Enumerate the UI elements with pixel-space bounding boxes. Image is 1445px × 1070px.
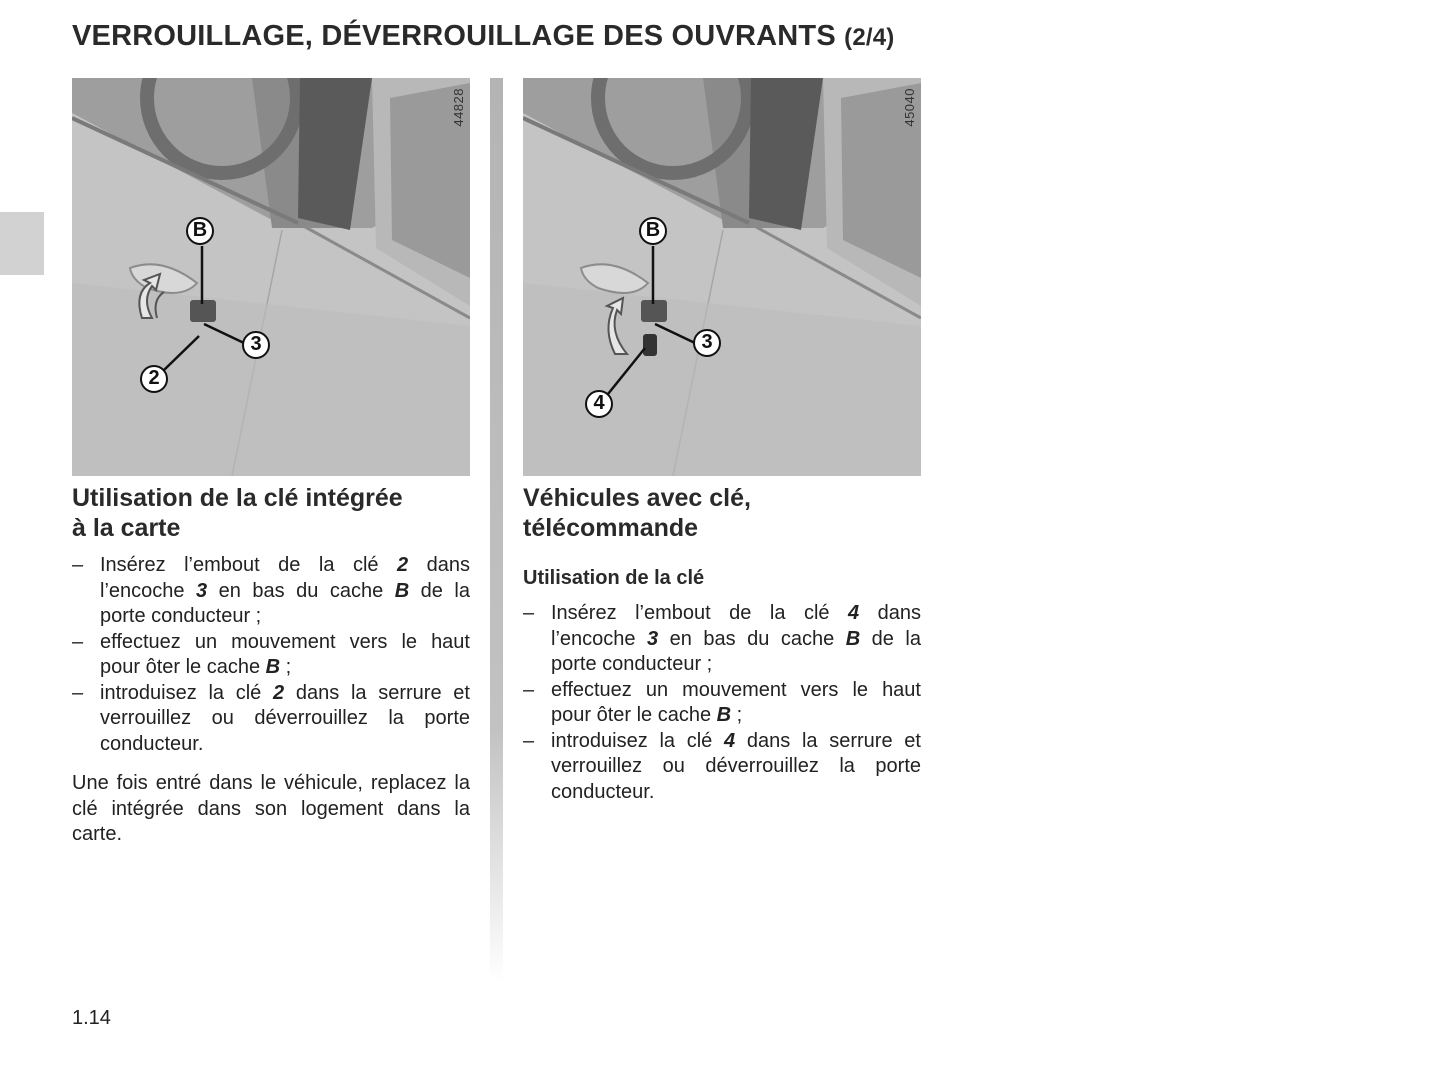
cover-letter: B: [394, 579, 410, 602]
instruction-list: [523, 601, 921, 805]
step-text: dans l’encoche: [551, 602, 921, 650]
door-illustration-right: [523, 78, 921, 476]
step-text: en bas du cache: [207, 579, 395, 602]
cover-letter: B: [716, 704, 732, 726]
figure-left-door-handle: [72, 78, 470, 476]
key-number: 4: [724, 729, 736, 752]
section-heading: [523, 483, 921, 543]
section-heading-line2: télécommande: [523, 514, 699, 542]
page-title-text: VERROUILLAGE, DÉVERROUILLAGE DES OUVRANTS: [72, 20, 836, 52]
callout-b: B: [186, 217, 214, 245]
left-section: [72, 483, 470, 848]
section-heading-line1: Véhicules avec clé,: [523, 484, 751, 512]
step-text: de la porte conducteur ;: [551, 627, 921, 675]
callout-4: 4: [585, 390, 613, 418]
step-text: introduisez la clé: [100, 681, 274, 704]
page-title: [72, 20, 895, 53]
step-text: dans l’encoche: [100, 554, 470, 602]
key-number: 4: [848, 602, 860, 624]
key-number: 2: [397, 554, 409, 576]
callout-b: B: [639, 217, 667, 245]
instruction-step: [523, 678, 921, 729]
instruction-step: [72, 630, 470, 681]
step-text: Insérez l’embout de la clé: [100, 554, 398, 576]
callout-3: 3: [693, 329, 721, 357]
step-text: ;: [280, 656, 292, 678]
right-section: [523, 483, 921, 805]
section-heading-line2: à la carte: [72, 514, 181, 542]
instruction-step: [523, 729, 921, 806]
page-title-suffix: (2/4): [844, 24, 895, 51]
figure-right-door-handle: [523, 78, 921, 476]
step-text: effectuez un mouvement vers le haut pour ôter le cache: [551, 678, 921, 726]
notch-number: 3: [196, 579, 208, 602]
step-text: effectuez un mouvement vers le haut pour ôter le cache: [100, 630, 470, 678]
page-number: 1.14: [72, 1007, 111, 1029]
cover-letter: B: [265, 656, 281, 678]
callout-2: 2: [140, 365, 168, 393]
door-illustration-left: [72, 78, 470, 476]
instruction-step: [72, 553, 470, 630]
instruction-step: [523, 601, 921, 678]
step-text: dans la serrure et verrouillez ou déverrouillez la porte conducteur.: [100, 681, 470, 755]
subsection-heading: Utilisation de la clé: [523, 567, 705, 589]
step-text: Insérez l’embout de la clé: [551, 602, 849, 624]
instruction-step: [72, 681, 470, 758]
notch-number: 3: [647, 627, 659, 650]
step-text: de la porte conducteur ;: [100, 579, 470, 627]
section-tab: [0, 212, 44, 275]
key-number: 2: [273, 681, 285, 704]
section-heading-line1: Utilisation de la clé intégrée: [72, 484, 403, 512]
note-paragraph: Une fois entré dans le véhicule, replacez la clé intégrée dans son logement dans la carte.: [72, 772, 470, 845]
section-heading: [72, 483, 470, 543]
step-text: dans la serrure et verrouillez ou déverrouillez la porte conducteur.: [551, 729, 921, 803]
step-text: en bas du cache: [658, 627, 846, 650]
cover-letter: B: [845, 627, 861, 650]
figure-reference-number: 44828: [451, 88, 466, 127]
callout-3: 3: [242, 331, 270, 359]
step-text: ;: [731, 704, 743, 726]
instruction-list: [72, 553, 470, 757]
figure-reference-number: 45040: [902, 88, 917, 127]
step-text: introduisez la clé: [551, 729, 725, 752]
column-divider: [490, 78, 503, 983]
